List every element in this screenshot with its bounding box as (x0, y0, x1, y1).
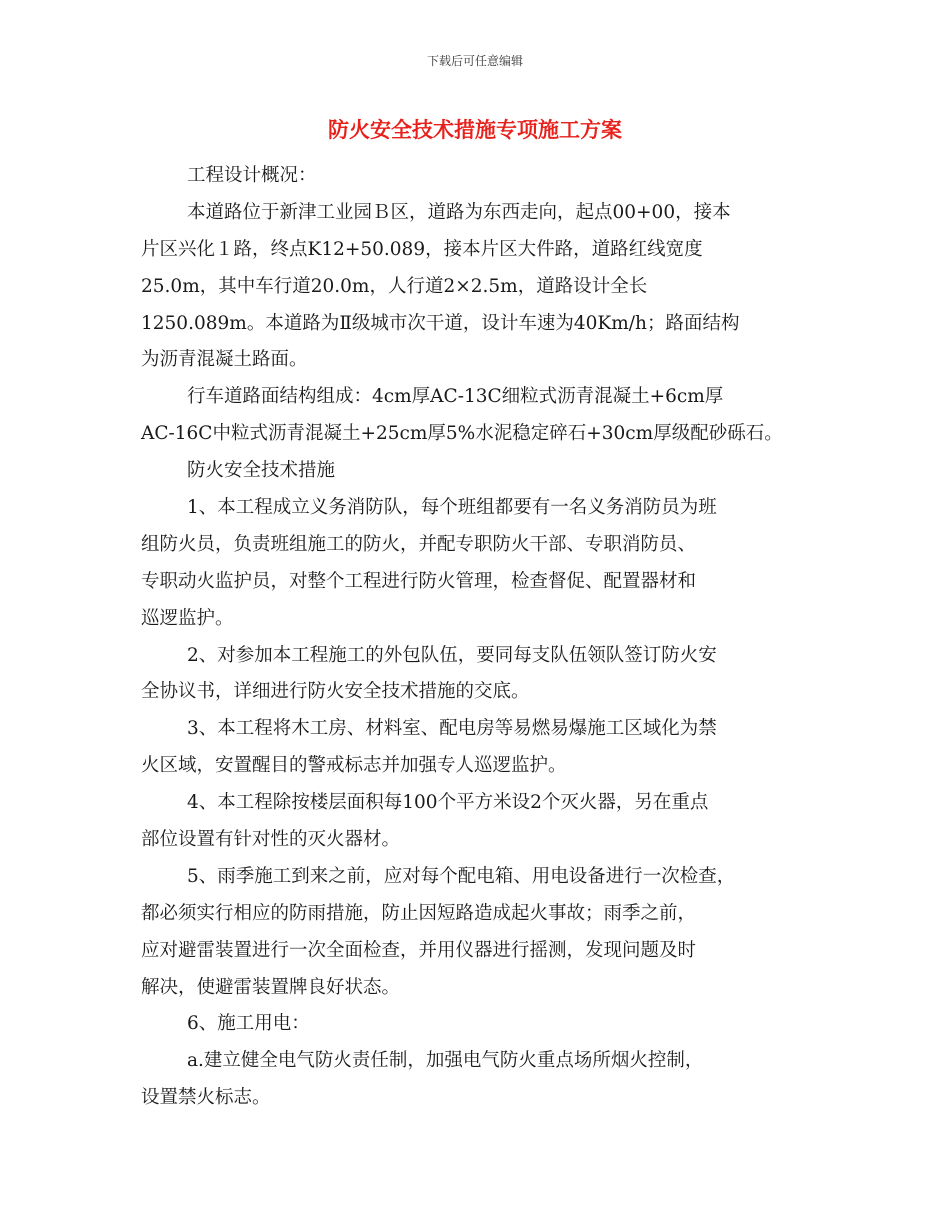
text-line: 行车道路面结构组成：4cm厚AC-13C细粒式沥青混凝土+6cm厚 (187, 386, 724, 408)
text-line: 1、本工程成立义务消防队，每个班组都要有一名义务消防员为班 (187, 497, 717, 519)
text-line: 专职动火监护员，对整个工程进行防火管理，检查督促、配置器材和 (141, 570, 697, 592)
text-line: 应对避雷装置进行一次全面检查，并用仪器进行摇测，发现问题及时 (141, 939, 697, 961)
text-line: 工程设计概况： (187, 165, 317, 186)
document-title: 防火安全技术措施专项施工方案 (328, 118, 622, 142)
text-line: 为沥青混凝土路面。 (141, 349, 308, 371)
text-line: 25.0m，其中车行道20.0m，人行道2×2.5m，道路设计全长 (141, 275, 648, 297)
text-line: 巡逻监护。 (141, 607, 234, 629)
text-line: 1250.089m。本道路为Ⅱ级城市次干道，设计车速为40Km/h；路面结构 (141, 312, 740, 334)
text-line: a.建立健全电气防火责任制，加强电气防火重点场所烟火控制， (187, 1050, 704, 1072)
page-header: 下载后可任意编辑 (426, 54, 523, 68)
text-line: 5、雨季施工到来之前，应对每个配电箱、用电设备进行一次检查， (187, 865, 736, 887)
text-line: 2、对参加本工程施工的外包队伍，要同每支队伍领队签订防火安 (187, 644, 717, 666)
text-line: 全协议书，详细进行防火安全技术措施的交底。 (141, 681, 530, 703)
text-line: 3、本工程将木工房、材料室、配电房等易燃易爆施工区域化为禁 (187, 718, 717, 740)
text-line: 6、施工用电： (187, 1013, 310, 1035)
text-line: 设置禁火标志。 (141, 1087, 271, 1109)
document-body (141, 158, 821, 1117)
text-line: 都必须实行相应的防雨措施，防止因短路造成起火事故；雨季之前， (141, 902, 697, 924)
text-line: 片区兴化１路，终点K12+50.089，接本片区大件路，道路红线宽度 (141, 238, 703, 260)
text-line: 组防火员，负责班组施工的防火，并配专职防火干部、专职消防员、 (141, 533, 697, 555)
text-line: 火区域，安置醒目的警戒标志并加强专人巡逻监护。 (141, 755, 567, 777)
text-line: 本道路位于新津工业园Ｂ区，道路为东西走向，起点00+00，接本 (187, 201, 731, 223)
text-line: 部位设置有针对性的灭火器材。 (141, 829, 401, 851)
text-line: AC-16C中粒式沥青混凝土+25cm厚5%水泥稳定碎石+30cm厚级配砂砾石。 (141, 423, 783, 445)
text-line: 解决，使避雷装置牌良好状态。 (141, 976, 401, 998)
text-line: 4、本工程除按楼层面积每100个平方米设2个灭火器，另在重点 (187, 792, 709, 814)
text-line: 防火安全技术措施 (187, 460, 336, 482)
